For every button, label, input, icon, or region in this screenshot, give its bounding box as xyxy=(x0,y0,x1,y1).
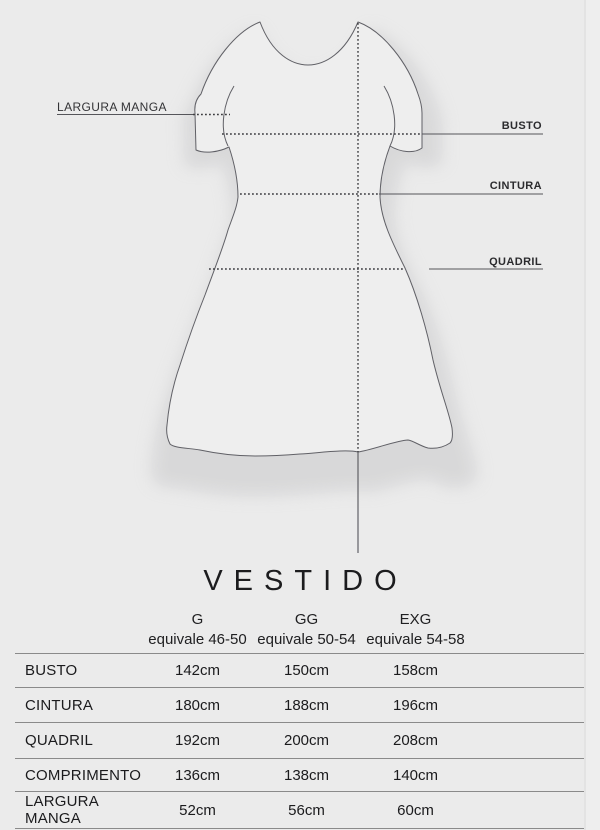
table-row-cintura xyxy=(15,687,585,722)
cell-value: 56cm xyxy=(288,801,325,819)
cell-value: 196cm xyxy=(392,696,439,714)
row-label: BUSTO xyxy=(25,662,78,679)
cell-value: 188cm xyxy=(283,696,330,714)
cell-value: 208cm xyxy=(392,732,439,749)
size-gg-equiv: equivale 50-54 xyxy=(257,631,356,648)
cell-value: 200cm xyxy=(283,732,330,749)
row-label: LARGURA MANGA xyxy=(25,793,99,827)
header-col-gg xyxy=(252,610,361,650)
cell-value: 138cm xyxy=(283,766,330,784)
size-table-header xyxy=(15,610,585,650)
row-label: QUADRIL xyxy=(25,732,94,749)
table-row-largura-manga xyxy=(15,791,585,828)
size-g-equiv: equivale 46-50 xyxy=(148,631,247,648)
dress-outline xyxy=(167,22,453,456)
row-label: CINTURA xyxy=(25,696,94,714)
cell-value: 140cm xyxy=(392,766,439,784)
row-label: COMPRIMENTO xyxy=(25,766,142,784)
page-title: VESTIDO xyxy=(203,565,408,597)
quadril-label: QUADRIL xyxy=(489,256,542,268)
cell-value: 180cm xyxy=(174,696,221,714)
table-row-quadril xyxy=(15,722,585,758)
table-row-busto xyxy=(15,653,585,687)
size-table xyxy=(15,653,585,829)
cell-value: 150cm xyxy=(283,662,330,679)
header-col-g xyxy=(143,610,252,650)
size-gg-label: GG xyxy=(294,611,319,628)
cell-value: 52cm xyxy=(179,801,216,819)
largura-manga-label: LARGURA MANGA xyxy=(57,100,167,114)
cell-value: 158cm xyxy=(392,662,439,679)
size-g-label: G xyxy=(191,611,204,628)
size-exg-label: EXG xyxy=(399,611,432,628)
header-col-exg xyxy=(361,610,470,650)
busto-label: BUSTO xyxy=(501,120,542,132)
cell-value: 192cm xyxy=(174,732,221,749)
cell-value: 60cm xyxy=(397,801,434,819)
cell-value: 142cm xyxy=(174,662,221,679)
table-row-comprimento xyxy=(15,758,585,791)
cintura-label: CINTURA xyxy=(489,180,542,192)
size-exg-equiv: equivale 54-58 xyxy=(366,631,465,648)
cell-value: 136cm xyxy=(174,766,221,784)
